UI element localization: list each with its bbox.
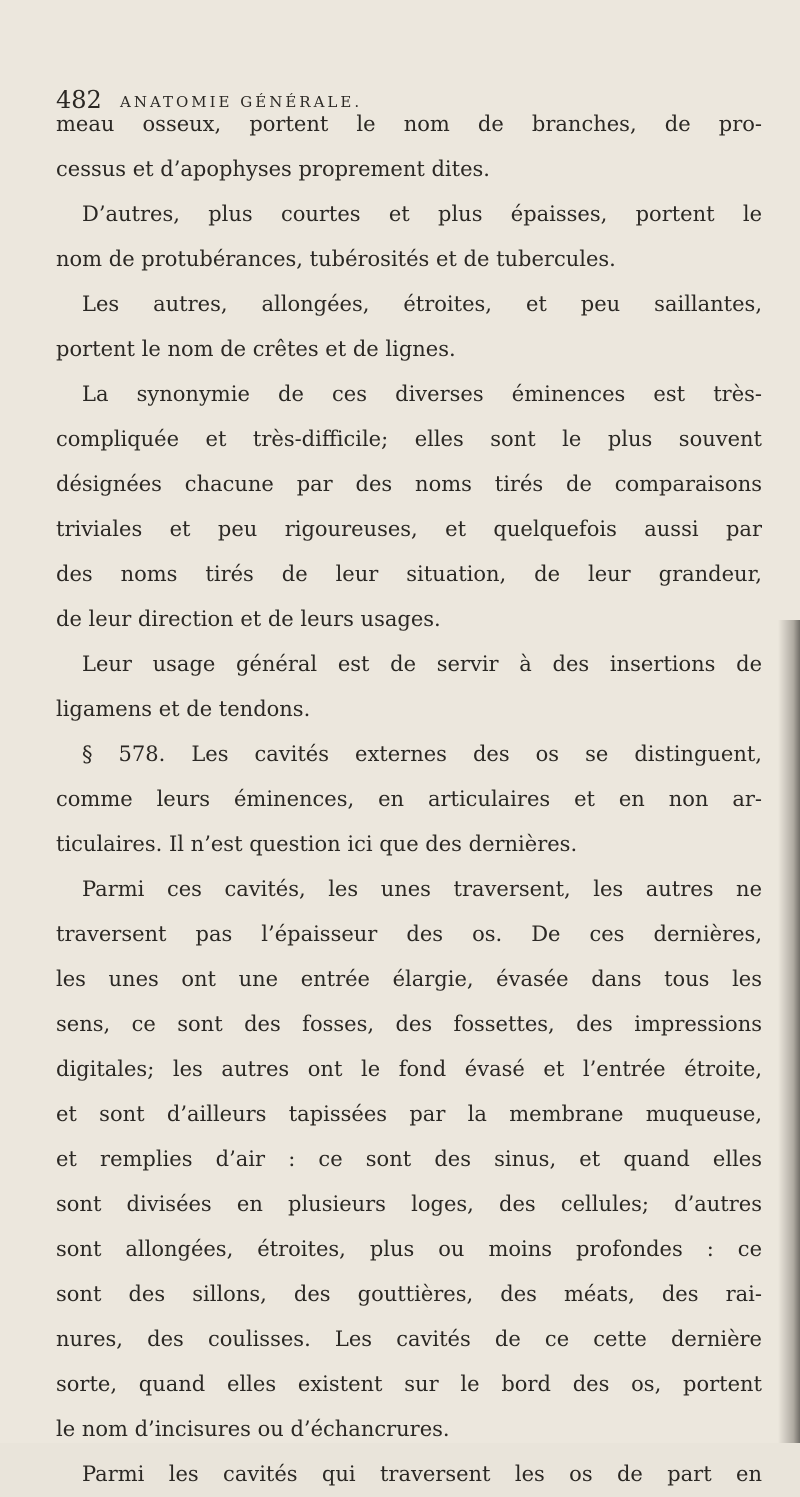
text-line: et sont d’ailleurs tapissées par la membrane muqueuse, (56, 1102, 762, 1126)
text-line: traversent pas l’épaisseur des os. De ces dernières, (56, 922, 762, 946)
page-number: 482 (56, 86, 102, 114)
text-line: ligamens et de tendons. (56, 697, 311, 721)
text-line: Parmi les cavités qui traversent les os de part en (82, 1462, 762, 1486)
text-line: les unes ont une entrée élargie, évasée dans tous les (56, 967, 762, 991)
body-text (56, 102, 762, 1497)
text-line: cessus et d’apophyses proprement dites. (56, 157, 490, 181)
running-head: ANATOMIE GÉNÉRALE. (120, 93, 363, 111)
text-line: sorte, quand elles existent sur le bord des os, portent (56, 1372, 762, 1396)
text-line: Leur usage général est de servir à des insertions de (82, 652, 762, 676)
text-line: digitales; les autres ont le fond évasé et l’entrée étroite, (56, 1057, 762, 1081)
text-line: nures, des coulisses. Les cavités de ce cette dernière (56, 1327, 762, 1351)
text-line: sont allongées, étroites, plus ou moins profondes : ce (56, 1237, 762, 1261)
text-line: portent le nom de crêtes et de lignes. (56, 337, 456, 361)
text-line: et remplies d’air : ce sont des sinus, et quand elles (56, 1147, 762, 1171)
text-line: La synonymie de ces diverses éminences est très- (82, 382, 762, 406)
text-line: triviales et peu rigoureuses, et quelquefois aussi par (56, 517, 762, 541)
text-line: compliquée et très-difficile; elles sont le plus souvent (56, 427, 762, 451)
text-line: nom de protubérances, tubérosités et de tubercules. (56, 247, 616, 271)
page-edge-shadow (778, 620, 800, 1443)
text-line: sont divisées en plusieurs loges, des cellules; d’autres (56, 1192, 762, 1216)
text-line: Parmi ces cavités, les unes traversent, les autres ne (82, 877, 762, 901)
text-line: des noms tirés de leur situation, de leur grandeur, (56, 562, 762, 586)
text-line: désignées chacune par des noms tirés de comparaisons (56, 472, 762, 496)
text-line: meau osseux, portent le nom de branches, de pro- (56, 112, 762, 136)
text-line: ticulaires. Il n’est question ici que des dernières. (56, 832, 578, 856)
text-line: sont des sillons, des gouttières, des méats, des rai- (56, 1282, 762, 1306)
text-line: sens, ce sont des fosses, des fossettes, des impressions (56, 1012, 762, 1036)
text-line: D’autres, plus courtes et plus épaisses, portent le (82, 202, 762, 226)
text-line: de leur direction et de leurs usages. (56, 607, 441, 631)
text-line: comme leurs éminences, en articulaires et en non ar- (56, 787, 762, 811)
text-line: § 578. Les cavités externes des os se distinguent, (82, 742, 762, 766)
text-line: le nom d’incisures ou d’échancrures. (56, 1417, 450, 1441)
text-line: Les autres, allongées, étroites, et peu saillantes, (82, 292, 762, 316)
